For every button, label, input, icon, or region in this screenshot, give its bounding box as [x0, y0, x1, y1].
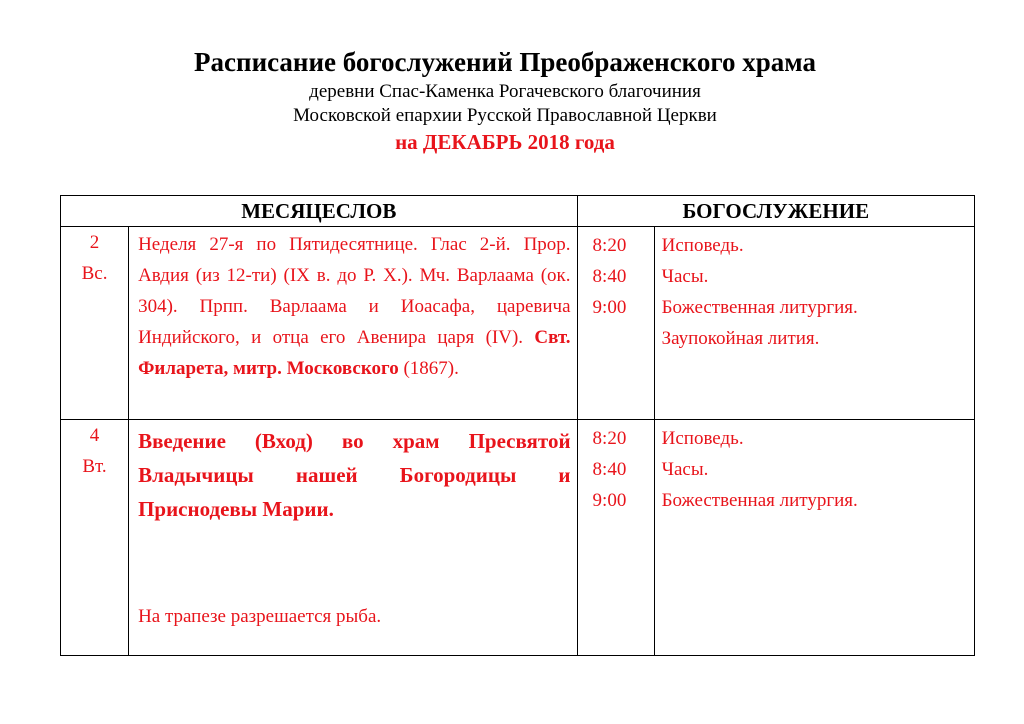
menologion-column-header: МЕСЯЦЕСЛОВ — [61, 196, 578, 227]
service-name: Божественная литургия. — [661, 297, 858, 318]
service-time: 8:40 — [592, 459, 627, 480]
service-name: Исповедь. — [661, 428, 744, 449]
times-cell — [577, 420, 654, 656]
menologion-cell — [129, 420, 577, 656]
menologion-tail: (1867). — [398, 358, 459, 379]
schedule-table — [60, 195, 975, 656]
services-column-header: БОГОСЛУЖЕНИЕ — [577, 196, 974, 227]
subtitle-line-1: деревни Спас-Каменка Рогачевского благочиния — [309, 81, 701, 102]
fasting-note: На трапезе разрешается рыба. — [138, 606, 382, 627]
table-row — [61, 227, 975, 420]
menologion-text: Неделя 27-я по Пятидесятнице. Глас 2-й. Прор. Авдия (из 12-ти) (IX в. до Р. Х.). Мч. Варлаама (ок. 304). Прпп. Варлаама и Иоасафа, царевича Индийского, и отца его Авенира царя (IV). — [138, 234, 571, 348]
date-cell — [61, 227, 129, 420]
weekday: Вт. — [82, 456, 107, 477]
service-name: Часы. — [661, 459, 709, 480]
date-cell — [61, 420, 129, 656]
day-number: 4 — [89, 425, 100, 446]
document-header — [0, 44, 1010, 156]
weekday: Вс. — [81, 263, 108, 284]
service-time: 9:00 — [592, 297, 627, 318]
service-name: Божественная литургия. — [661, 490, 858, 511]
times-cell — [577, 227, 654, 420]
menologion-bold: Свт. Филарета, митр. Московского — [138, 327, 571, 379]
feast-title: Введение (Вход) во храм Пресвятой Владычицы нашей Богородицы и Приснодевы Марии. — [138, 429, 571, 521]
service-time: 8:20 — [592, 235, 627, 256]
service-name: Исповедь. — [661, 235, 744, 256]
table-header-row — [61, 196, 975, 227]
service-name: Заупокойная лития. — [661, 328, 820, 349]
service-time: 9:00 — [592, 490, 627, 511]
day-number: 2 — [89, 232, 100, 253]
service-name: Часы. — [661, 266, 709, 287]
month-heading: на ДЕКАБРЬ 2018 года — [395, 130, 615, 154]
menologion-cell — [129, 227, 577, 420]
services-cell — [654, 227, 974, 420]
services-cell — [654, 420, 974, 656]
service-time: 8:40 — [592, 266, 627, 287]
service-time: 8:20 — [592, 428, 627, 449]
subtitle-line-2: Московской епархии Русской Православной Церкви — [293, 105, 717, 126]
table-row — [61, 420, 975, 656]
page-title: Расписание богослужений Преображенского храма — [194, 47, 816, 77]
